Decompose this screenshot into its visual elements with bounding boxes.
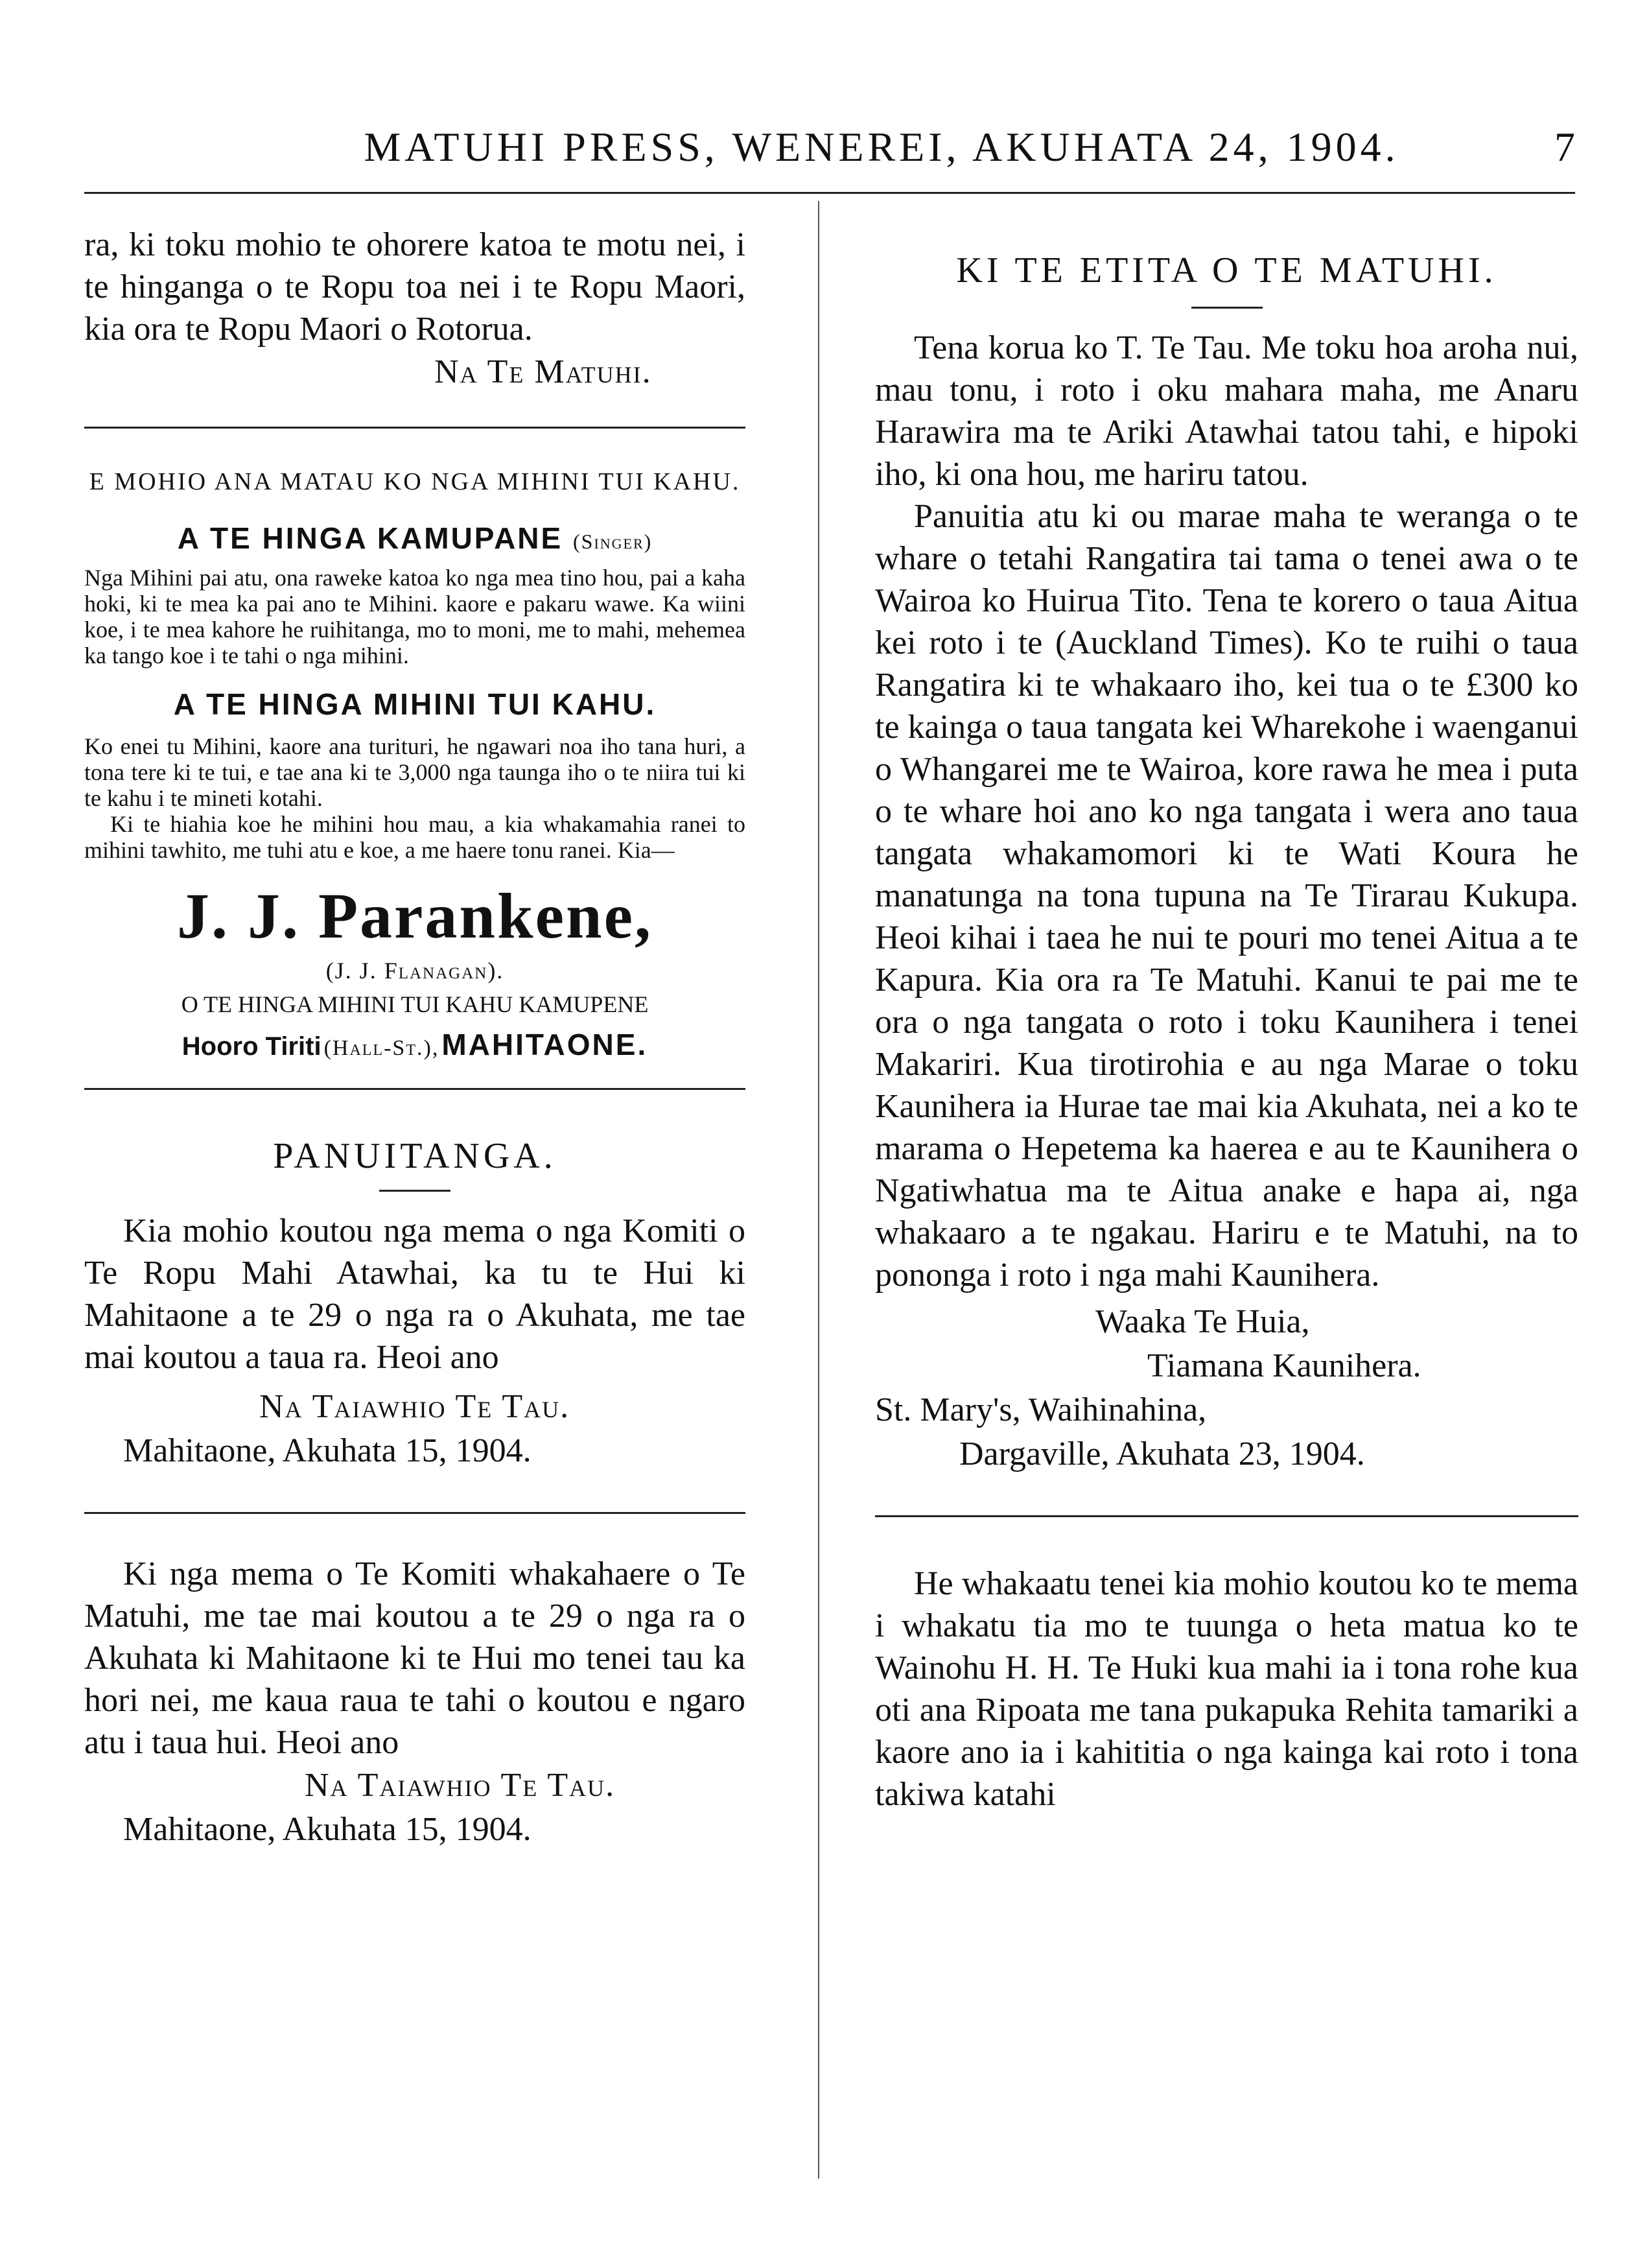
masthead-title: MATUHI PRESS, WENEREI, AKUHATA 24, 1904. (364, 124, 1399, 170)
committee-signature: Na Taiawhio Te Tau. (305, 1767, 616, 1804)
advert-paragraph-1: Nga Mihini pai atu, ona raweke katoa ko nga mea tino hou, pai a kaha hoki, ki te mea ka pai ano te Mihini. kaore e pakaru wawe. Ka wiini koe, i te mea kahore he ruihitanga, mo to moni, me to mahi, mehemea ka tango koe i te tahi o nga mihini. (84, 565, 745, 668)
committee-date: Mahitaone, Akuhata 15, 1904. (123, 1811, 532, 1848)
letter-to-editor (875, 250, 1578, 1476)
advert-name: J. J. Parankene, (176, 880, 653, 952)
advert-heading-2: A TE HINGA MIHINI TUI KAHU. (173, 687, 657, 721)
advert-heading-1 (84, 521, 745, 556)
section-rule (84, 1512, 745, 1514)
advert-company: O TE HINGA MIHINI TUI KAHU KAMUPENE (181, 991, 649, 1017)
letter-paragraph-2: Panuitia atu ki ou marae maha te weranga o te whare o tetahi Rangatira tai tama o tenei awa o te Wairoa ko Huirua Tito. Tena te korero o taua Aitua kei roto i te (Auckland Times). Ko te ruihi o taua Rangatira ki te whakaaro iho, kei tua o te £300 ko te kainga o taua tangata kei Wharekohe i waenganui o Whangarei me te Wairoa, kore rawa he mea i puta o te whare hoi ano ko nga tangata i wera ano taua tangata whakamomori ki te Wati Koura he manatunga na tona tupuna na Te Tirarau Kukupa. Heoi kihai i taea he nui te pouri mo tenei Aitua a te Kapura. Kia ora ra Te Matuhi. Kanui te pai me te ora o nga tangata o roto i toku Kaunihera i tenei Makariri. Kua tirotirohia e au nga Marae o toku Kaunihera ia Hurae tae mai kia Akuhata, nei a ko te marama o Hepetema ka haerea e au te Kaunihera o Ngatiwhatua ma te Aitua anake e hapa ai, nga whakaaro a te ngakau. Hariru e te Matuhi, na to pononga i roto i nga mahi Kaunihera. (875, 498, 1578, 1293)
section-rule (875, 1515, 1578, 1517)
continued-paragraph: ra, ki toku mohio te ohorere katoa te motu nei, i te hinganga o te Ropu toa nei i te Ropu Maori, kia ora te Ropu Maori o Rotorua. (84, 226, 745, 348)
continued-signature: Na Te Matuhi. (434, 353, 652, 390)
sewing-machine-advert (84, 467, 745, 1062)
letter-signature-title: Tiamana Kaunihera. (1147, 1347, 1421, 1384)
title-rule (1191, 307, 1263, 309)
page-number: 7 (1554, 124, 1575, 170)
advert-intro: E MOHIO ANA MATAU KO NGA MIHINI TUI KAHU. (89, 468, 741, 495)
left-column (84, 224, 745, 1852)
advert-name-sub: (J. J. Flanagan). (325, 958, 504, 984)
panuitanga-date: Mahitaone, Akuhata 15, 1904. (123, 1432, 532, 1469)
panuitanga-title: PANUITANGA. (273, 1136, 557, 1176)
page-header (84, 123, 1575, 182)
column-divider (818, 201, 819, 2179)
advert-heading-1-paren: (Singer) (572, 530, 653, 553)
letter-title: KI TE ETITA O TE MATUHI. (956, 250, 1497, 290)
committee-paragraph: Ki nga mema o Te Komiti whakahaere o Te Matuhi, me tae mai koutou a te 29 o nga ra o Akuhata ki Mahitaone ki te Hui mo tenei tau ka hori nei, me kaua raua te tahi o koutou e ngaro atu i taua hui. Heoi ano (84, 1555, 745, 1761)
title-rule (379, 1190, 450, 1192)
advert-paragraph-2: Ko enei tu Mihini, kaore ana turituri, he ngawari noa iho tana huri, a tona tere ki te tui, e tae ana ki te 3,000 nga taunga iho o te niira tui ki te kahu i te mineti kotahi. (84, 733, 745, 811)
letter-date: Dargaville, Akuhata 23, 1904. (959, 1435, 1365, 1472)
advert-address-street: Hooro Tiriti (181, 1032, 321, 1061)
panuitanga-notice (84, 1135, 745, 1473)
member-notice (875, 1563, 1578, 1815)
advert-address (84, 1027, 745, 1062)
letter-signature-name: Waaka Te Huia, (1095, 1303, 1310, 1340)
member-notice-paragraph: He whakaatu tenei kia mohio koutou ko te mema i whakatu tia mo te tuunga o heta matua ko te Wainohu H. H. Te Huki kua mahi ia i tona rohe kua oti ana Ripoata me tana pukapuka Rehita tamariki a kaore ano ia i kahititia o nga kainga kai roto i tona takiwa katahi (875, 1565, 1578, 1813)
advert-paragraph-3: Ki te hiahia koe he mihini hou mau, a kia whakamahia ranei to mihini tawhito, me tuhi atu e koe, a me haere tonu ranei. Kia— (84, 811, 745, 863)
section-rule (84, 1088, 745, 1090)
advert-address-town: MAHITAONE. (441, 1028, 648, 1061)
committee-notice (84, 1553, 745, 1852)
section-rule (84, 427, 745, 429)
right-column (875, 224, 1578, 1815)
panuitanga-paragraph: Kia mohio koutou nga mema o nga Komiti o Te Ropu Mahi Atawhai, ka tu te Hui ki Mahitaone a te 29 o nga ra o Akuhata, me tae mai koutou a taua ra. Heoi ano (84, 1212, 745, 1376)
letter-place: St. Mary's, Waihinahina, (875, 1391, 1207, 1428)
panuitanga-signature: Na Taiawhio Te Tau. (259, 1388, 570, 1425)
letter-paragraph-1: Tena korua ko T. Te Tau. Me toku hoa aroha nui, mau tonu, i roto i oku mahara maha, me Anaru Harawira ma te Ariki Atawhai tatou tahi, e hipoki iho, ki ona hou, me hariru tatou. (875, 329, 1578, 493)
advert-heading-1-text: A TE HINGA KAMUPANE (177, 521, 563, 555)
advert-address-street-en: (Hall-St.), (323, 1036, 439, 1060)
header-rule (84, 192, 1575, 194)
